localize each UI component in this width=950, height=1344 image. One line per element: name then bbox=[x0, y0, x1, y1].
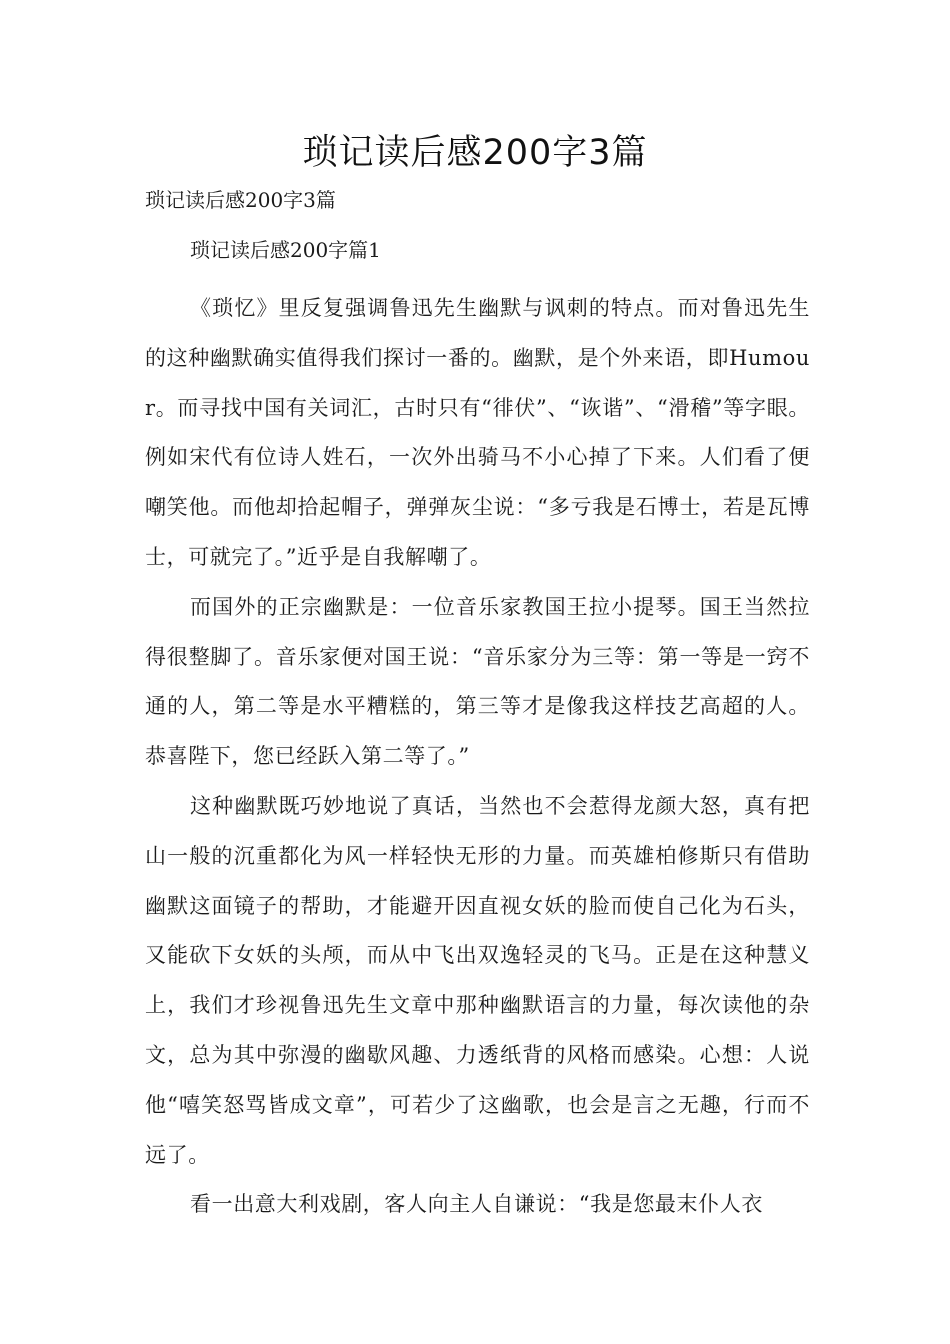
paragraph-3: 这种幽默既巧妙地说了真话，当然也不会惹得龙颜大怒，真有把山一般的沉重都化为风一样轻快无形的力量。而英雄柏修斯只有借助幽默这面镜子的帮助，才能避开因直视女妖的脸而使自己化为石头，又能砍下女妖的头颅，而从中飞出双逸轻灵的飞马。正是在这种慧义上，我们才珍视鲁迅先生文章中那种幽默语言的力量，每次读他的杂文，总为其中弥漫的幽歇风趣、力透纸背的风格而感染。心想：人说他“嘻笑怒骂皆成文章”，可若少了这幽歌，也会是言之无趣，行而不远了。 bbox=[145, 793, 810, 1167]
paragraph-1: 《琐忆》里反复强调鲁迅先生幽默与讽刺的特点。而对鲁迅先生的这种幽默确实值得我们探讨一番的。幽默，是个外来语，即Humour。而寻找中国有关词汇，古时只有“徘伏”、“诙谐”、“滑稽”等字眼。例如宋代有位诗人姓石，一次外出骑马不小心掉了下来。人们看了便嘲笑他。而他却拾起帽子，弹弹灰尘说：“多亏我是石博士，若是瓦博士，可就完了。”近乎是自我解嘲了。 bbox=[145, 296, 810, 569]
paragraph-4: 看一出意大利戏剧，客人向主人自谦说：“我是您最末仆人衣 bbox=[190, 1192, 763, 1217]
document-title: 琐记读后感200字3篇 bbox=[302, 133, 648, 173]
document-subtitle: 琐记读后感200字3篇 bbox=[145, 188, 336, 212]
body-text bbox=[145, 284, 810, 1230]
section-heading: 琐记读后感200字篇1 bbox=[190, 238, 381, 262]
paragraph-2: 而国外的正宗幽默是：一位音乐家教国王拉小提琴。国王当然拉得很整脚了。音乐家便对国王说：“音乐家分为三等：第一等是一窍不通的人，第二等是水平糟糕的，第三等才是像我这样技艺高超的人。恭喜陛下，您已经跃入第二等了。” bbox=[145, 594, 810, 769]
